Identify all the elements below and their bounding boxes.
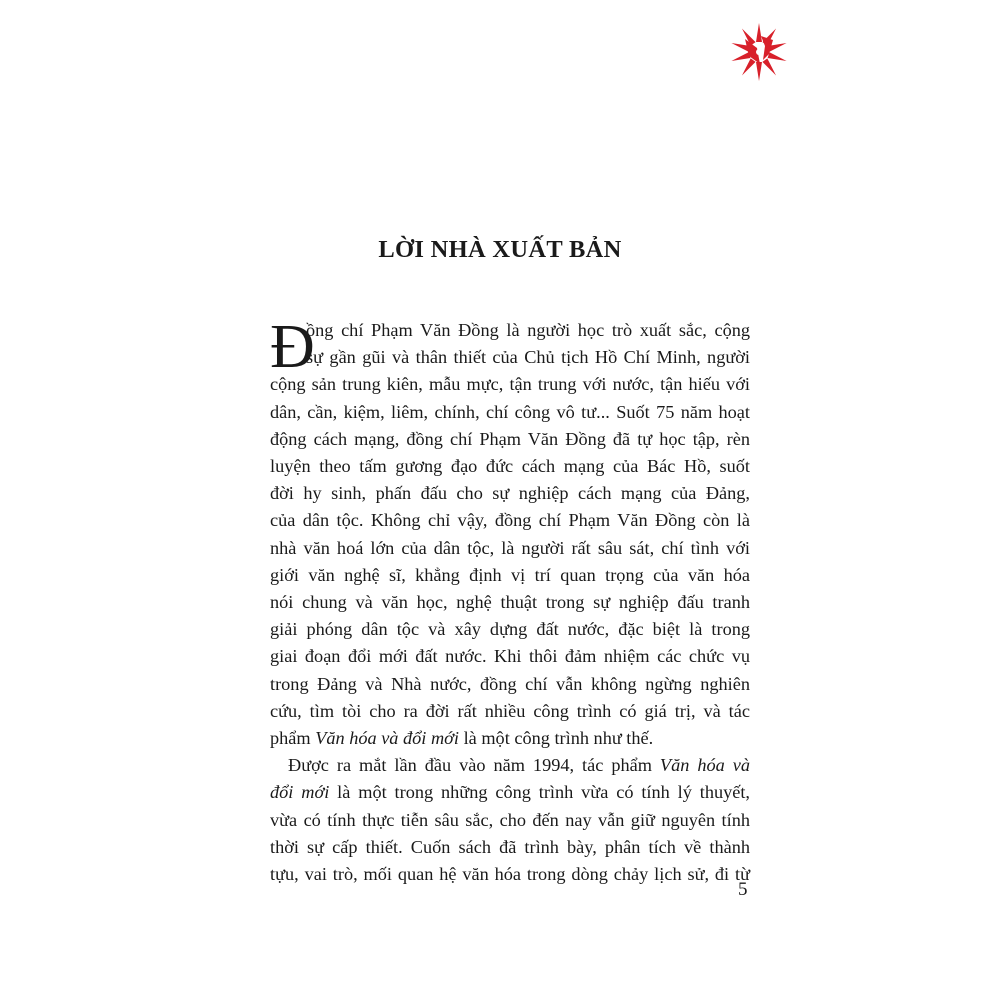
paragraph-1 bbox=[270, 313, 750, 752]
text-line: giải phóng dân tộc và xây dựng đất nước, đặc biệt là trong bbox=[270, 619, 750, 640]
text-line: đời hy sinh, phấn đấu cho sự nghiệp cách mạng của Đảng, bbox=[270, 483, 750, 504]
book-title-italic: đổi mới bbox=[270, 782, 330, 803]
text-line: cứu, tìm tòi cho ra đời rất nhiều công trình có giá trị, và tác bbox=[270, 700, 750, 721]
text-line bbox=[270, 725, 750, 752]
text-run: phẩm bbox=[270, 728, 316, 749]
text-line: luyện theo tấm gương đạo đức cách mạng của Bác Hồ, suốt bbox=[270, 456, 750, 477]
text-line: giới văn nghệ sĩ, khẳng định vị trí quan trọng của văn hóa bbox=[270, 564, 750, 585]
text-line: tựu, vai trò, mối quan hệ văn hóa trong dòng chảy lịch sử, đi từ bbox=[270, 864, 750, 885]
preface-body bbox=[270, 313, 751, 888]
red-star-emblem-icon bbox=[729, 22, 789, 82]
text-run: là một trong những công trình vừa có tính lý thuyết, bbox=[329, 782, 751, 803]
text-line bbox=[270, 752, 750, 779]
text-line: sự gần gũi và thân thiết của Chủ tịch Hồ Chí Minh, người bbox=[306, 347, 750, 368]
text-line: dân, cần, kiệm, liêm, chính, chí công vô tư... Suốt 75 năm hoạt bbox=[270, 401, 750, 422]
book-title-italic: Văn hóa và bbox=[659, 755, 750, 776]
publisher-logo bbox=[729, 22, 789, 82]
text-line bbox=[270, 779, 750, 806]
text-line: trong Đảng và Nhà nước, đồng chí vẫn không ngừng nghiên bbox=[270, 673, 750, 694]
page-number: 5 bbox=[738, 879, 748, 900]
text-line: nhà văn hoá lớn của dân tộc, là người rất sâu sát, chí tình với bbox=[270, 537, 750, 558]
text-line: vừa có tính thực tiễn sâu sắc, cho đến nay vẫn giữ nguyên tính bbox=[270, 809, 750, 830]
book-title-italic: Văn hóa và đổi mới bbox=[315, 728, 459, 749]
text-line: ồng chí Phạm Văn Đồng là người học trò xuất sắc, cộng bbox=[306, 320, 750, 340]
text-run: Được ra mắt lần đầu vào năm 1994, tác phẩm bbox=[288, 755, 660, 776]
paragraph-2 bbox=[270, 752, 750, 888]
text-line: thời sự cấp thiết. Cuốn sách đã trình bày, phân tích về thành bbox=[270, 836, 750, 857]
text-line: giai đoạn đổi mới đất nước. Khi thôi đảm nhiệm các chức vụ bbox=[270, 646, 750, 667]
text-line: cộng sản trung kiên, mẫu mực, tận trung với nước, tận hiếu với bbox=[270, 374, 750, 395]
drop-cap: Đ bbox=[270, 313, 315, 381]
text-run: là một công trình như thế. bbox=[459, 728, 654, 749]
page-title: LỜI NHÀ XUẤT BẢN bbox=[378, 236, 622, 263]
text-line: của dân tộc. Không chỉ vậy, đồng chí Phạm Văn Đồng còn là bbox=[270, 510, 750, 531]
text-line: nói chung và văn học, nghệ thuật trong sự nghiệp đấu tranh bbox=[270, 592, 750, 613]
text-line: động cách mạng, đồng chí Phạm Văn Đồng đã tự học tập, rèn bbox=[270, 428, 750, 449]
